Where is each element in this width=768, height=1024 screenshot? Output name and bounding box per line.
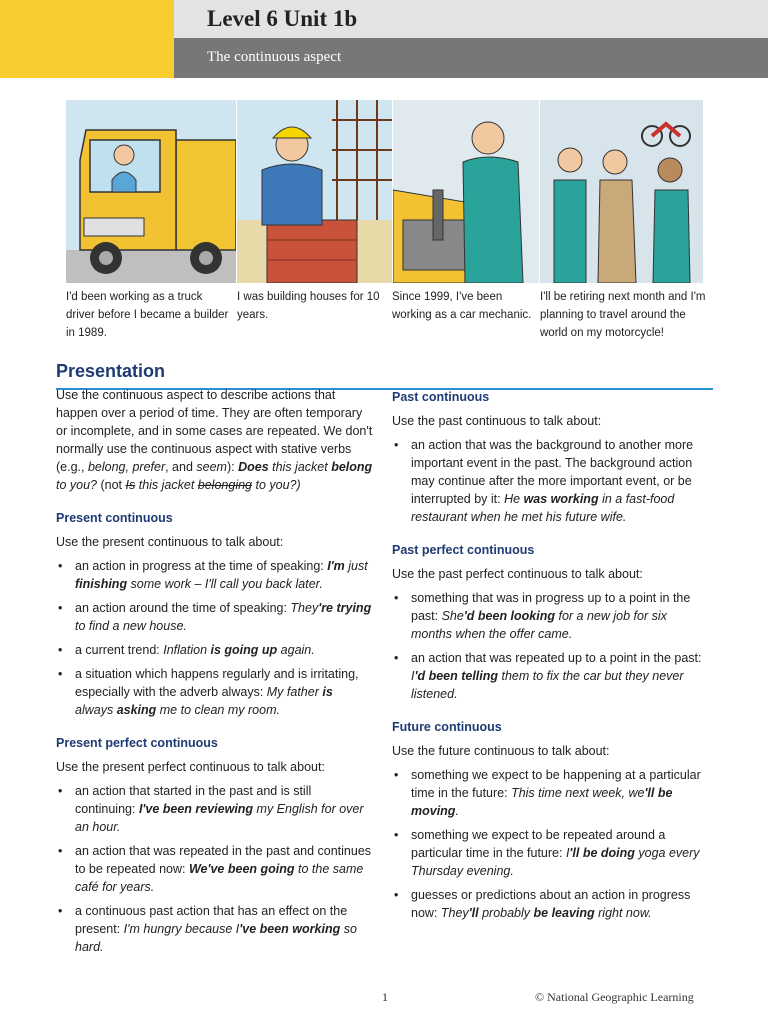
page-number: 1 [382,990,388,1004]
list-item: • an action that started in the past and is still continuing: I've been reviewing my English for over an hour. [56,782,374,836]
list-item: • an action that was repeated in the past and continues to be repeated now: We've been going to the same café for years. [56,842,374,896]
list-item: • a situation which happens regularly and is irritating, especially with the adverb always: My father is always asking me to clean my room. [56,665,374,719]
intro-paragraph: Use the continuous aspect to describe actions that happen over a period of time. They are often temporary or incomplete, and in some cases are repeated. We don't normally use the continuous aspect with stative verbs (e.g., belong, prefer, and seem): Does this jacket belong to you? (not Is this jacket belonging to you?) [56,388,373,492]
list-item: • something we expect to be happening at a particular time in the future: This time next week, we'll be moving. [392,766,710,820]
heading-present-continuous: Present continuous [56,511,173,525]
builder-illustration [237,100,392,283]
copyright-notice: © National Geographic Learning [535,990,694,1004]
header-accent-block [0,0,174,78]
title-bar [174,0,768,38]
mechanic-illustration [393,100,539,283]
list-item: • a current trend: Inflation is going up again. [56,641,374,659]
caption-retiree: I'll be retiring next month and I'm planning to travel around the world on my motorcycle! [540,291,706,339]
section-title: Presentation [56,361,166,381]
caption-builder: I was building houses for 10 years. [237,291,380,321]
subtitle-bar [174,38,768,78]
list-item: • something that was in progress up to a point in the past: She'd been looking for a new job for six months when the offer came. [392,589,710,643]
right-column: Past continuous Use the past continuous to talk about: • an action that was the background to another more important event in the past. The background action may continue after the more important event, or be interrupted by it: He was working in a fast-food restaurant when he met his future wife. Past perfect continuous Use the past perfect continuous to talk about: • something that was in progress up to a point in the past: She'd been looking for a new job for six months when the offer came. • an action that was repeated up to a point in the past: I'd been telling them to fix the car but they never listened. Future continuous Use the future continuous to talk about: • something we expect to be happening at a particular time in the future: This time next week, we'll be moving. • something we expect to be repeated around a particular time in the future: I'll be doing yoga every Thursday evening. • guesses or predictions about an action in progress now: They'll probably be leaving right now. [392,388,710,922]
left-column: Use the continuous aspect to describe actions that happen over a period of time. They are often temporary or incomplete, and in some cases are repeated. We don't normally use the continuous aspect with stative verbs (e.g., belong, prefer, and seem): Does this jacket belong to you? (not Is this jacket belonging to you?) Present continuous Use the present continuous to talk about: • an action in progress at the time of speaking: I'm just finishing some work – I'll call you back later. • an action around the time of speaking: They're trying to find a new house. • a current trend: Inflation is going up again. • a situation which happens regularly and is irritating, especially with the adverb always: My father is always asking me to clean my room. Present perfect continuous Use the present perfect continuous to talk about: • an action that started in the past and is still continuing: I've been reviewing my English for over an hour. • an action that was repeated in the past and continues to be repeated now: We've been going to the same café for years. • a continuous past action that has an effect on the present: I'm hungry because I've been working so hard. [56,386,374,956]
page-title: Level 6 Unit 1b [207,6,358,31]
heading-present-perfect-continuous: Present perfect continuous [56,736,218,750]
heading-past-continuous: Past continuous [392,390,490,404]
caption-mechanic: Since 1999, I've been working as a car mechanic. [392,291,532,321]
heading-future-continuous: Future continuous [392,720,502,734]
list-item: • something we expect to be repeated around a particular time in the future: I'll be doing yoga every Thursday evening. [392,826,710,880]
illustration-strip [66,100,703,283]
list-item: • an action in progress at the time of speaking: I'm just finishing some work – I'll call you back later. [56,557,374,593]
page-subtitle: The continuous aspect [207,49,342,65]
retiree-illustration [540,100,703,283]
list-item: • an action around the time of speaking: They're trying to find a new house. [56,599,374,635]
caption-truck-driver: I'd been working as a truck driver before I became a builder in 1989. [66,291,229,339]
list-item: • a continuous past action that has an effect on the present: I'm hungry because I've been working so hard. [56,902,374,956]
list-item: • an action that was repeated up to a point in the past: I'd been telling them to fix the car but they never listened. [392,649,710,703]
list-item: • an action that was the background to another more important event in the past. The background action may continue after the more important event, or be interrupted by it: He was working in a fast-food restaurant when he met his future wife. [392,436,710,526]
heading-past-perfect-continuous: Past perfect continuous [392,543,535,557]
list-item: • guesses or predictions about an action in progress now: They'll probably be leaving right now. [392,886,710,922]
truck-driver-illustration [66,100,236,283]
